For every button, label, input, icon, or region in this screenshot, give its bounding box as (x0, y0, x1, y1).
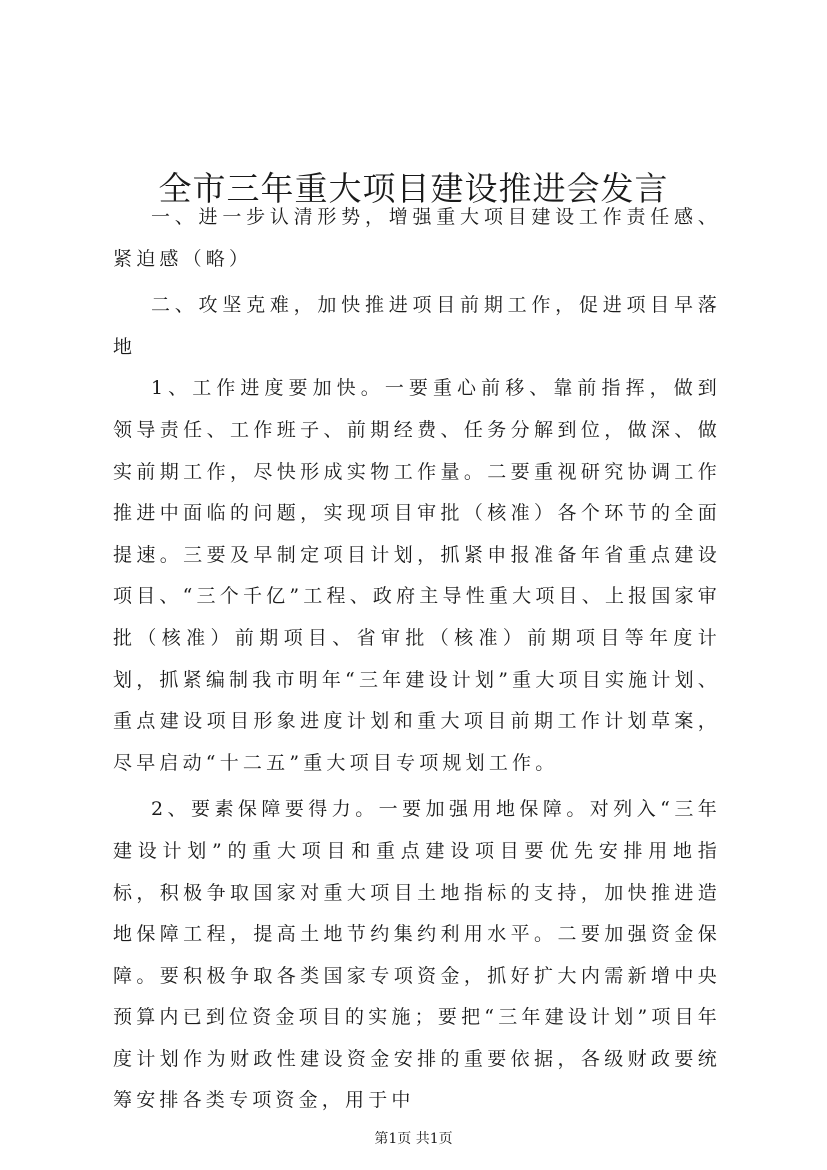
paragraph-section-1: 一、进一步认清形势，增强重大项目建设工作责任感、紧迫感（略） (113, 206, 721, 270)
paragraph-item-2: 2、要素保障要得力。一要加强用地保障。对列入“三年建设计划”的重大项目和重点建设项目要优先安排用地指标，积极争取国家对重大项目土地指标的支持，加快推进造地保障工程，提高土地节约集约利用水平。二要加强资金保障。要积极争取各类国家专项资金，抓好扩大内需新增中央预算内已到位资金项目的实施；要把“三年建设计划”项目年度计划作为财政性建设资金安排的重要依据，各级财政要统筹安排各类专项资金，用于中 (113, 798, 721, 1112)
document-body (113, 197, 721, 1122)
paragraph-section-2: 二、攻坚克难，加快推进项目前期工作，促进项目早落地 (113, 294, 721, 358)
document-title: 全市三年重大项目建设推进会发言 (158, 169, 669, 209)
page-number-footer: 第1页 共1页 (374, 1131, 453, 1147)
paragraph-item-1: 1、工作进度要加快。一要重心前移、靠前指挥，做到领导责任、工作班子、前期经费、任务分解到位，做深、做实前期工作，尽快形成实物工作量。二要重视研究协调工作推进中面临的问题，实现项目审批（核准）各个环节的全面提速。三要及早制定项目计划，抓紧申报准备年省重点建设项目、“三个千亿”工程、政府主导性重大项目、上报国家审批（核准）前期项目、省审批（核准）前期项目等年度计划，抓紧编制我市明年“三年建设计划”重大项目实施计划、重点建设项目形象进度计划和重大项目前期工作计划草案，尽早启动“十二五”重大项目专项规划工作。 (113, 377, 721, 774)
